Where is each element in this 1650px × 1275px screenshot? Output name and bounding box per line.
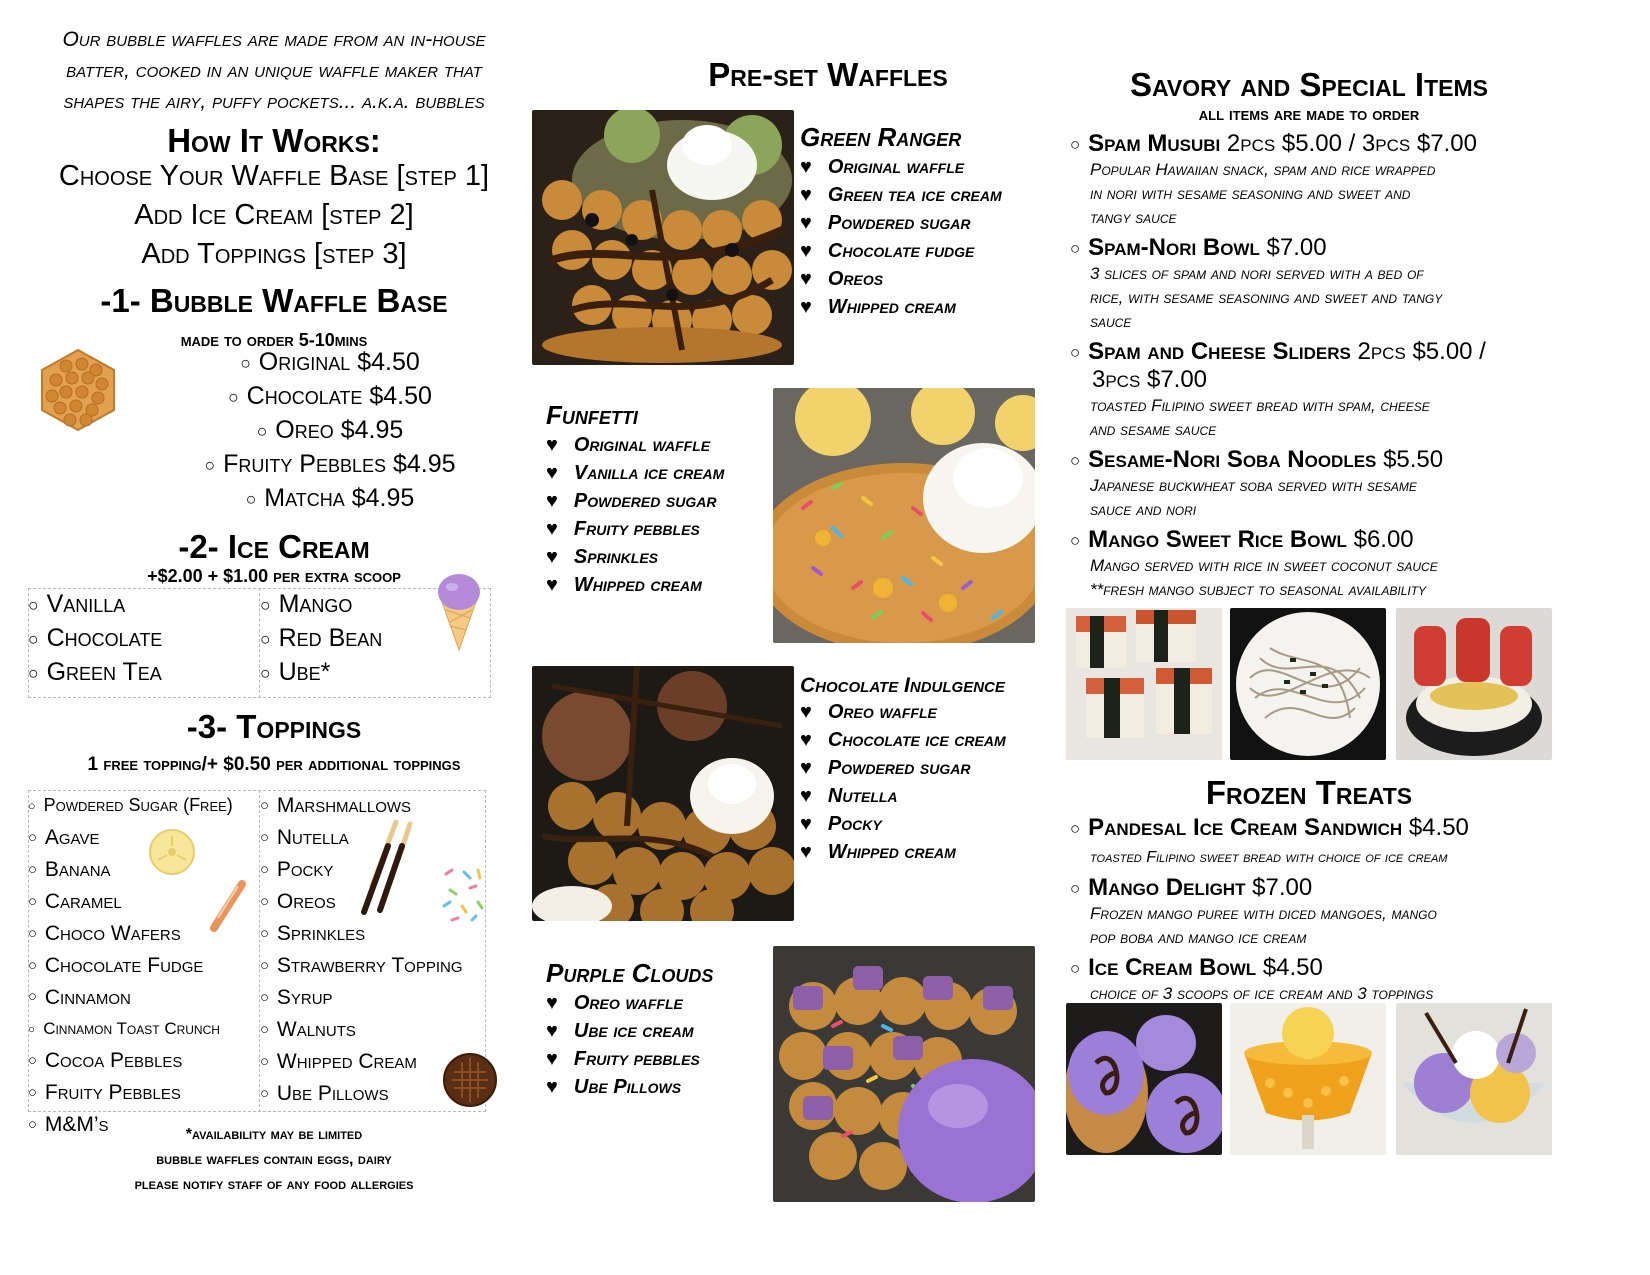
intro-line: Our bubble waffles are made from an in-house bbox=[62, 28, 486, 51]
savory-item bbox=[1070, 526, 1550, 554]
topping-item: ○ Sprinkles bbox=[260, 918, 463, 950]
ingredient: Original waffle bbox=[827, 156, 965, 178]
intro-line: batter, cooked in an unique waffle maker that bbox=[66, 59, 482, 82]
item-desc bbox=[1070, 554, 1550, 602]
waffle-card-chocolate-indulgence: Chocolate Indulgence ♥ Oreo waffle ♥ Chocolate ice cream ♥ Powdered sugar ♥ Nutella ♥ Pocky ♥ Whipped cream bbox=[800, 674, 1006, 863]
topping-item: ○ Choco Wafers bbox=[28, 918, 233, 950]
item-price: 2pcs $5.00 / bbox=[1357, 338, 1486, 365]
desc-line: toasted Filipino sweet bread with spam, cheese bbox=[1090, 396, 1430, 415]
ingredient: Original waffle bbox=[573, 434, 711, 456]
waffle-card-green-ranger: Green Ranger ♥ Original waffle ♥ Green tea ice cream ♥ Powdered sugar ♥ Chocolate fudge ♥ Oreos ♥ Whipped cream bbox=[800, 122, 1002, 318]
item-price: $7.00 bbox=[1252, 874, 1313, 901]
topping-item: ○ Chocolate Fudge bbox=[28, 950, 233, 982]
note-line: please notify staff of any food allergies bbox=[134, 1176, 414, 1193]
funfetti-photo bbox=[773, 388, 1035, 643]
desc-line: Mango served with rice in sweet coconut sauce bbox=[1090, 556, 1438, 575]
ingredient: Oreo waffle bbox=[573, 992, 683, 1014]
ingredient: Fruity pebbles bbox=[573, 518, 700, 540]
desc-line: choice of 3 scoops of ice cream and 3 toppings bbox=[1090, 984, 1434, 1003]
green-ranger-photo bbox=[532, 110, 794, 365]
icecream-flavor: ○ Chocolate bbox=[28, 624, 162, 653]
chocolate-indulgence-photo bbox=[532, 666, 794, 921]
step-2: Add Ice Cream [step 2] bbox=[134, 199, 414, 231]
topping-item: ○ Whipped Cream bbox=[260, 1046, 463, 1078]
icecream-title: -2- Ice Cream bbox=[178, 528, 370, 565]
item-price: $7.00 bbox=[1266, 234, 1327, 261]
topping-item: ○ Powdered Sugar (Free) bbox=[28, 790, 233, 822]
preset-waffles-title: Pre-set Waffles bbox=[708, 56, 948, 93]
item-name: Ice Cream Bowl bbox=[1088, 954, 1257, 981]
topping-item: ○ Oreos bbox=[260, 886, 463, 918]
mango-delight-photo bbox=[1230, 1003, 1386, 1155]
topping-item: ○ Strawberry Topping bbox=[260, 950, 463, 982]
topping-item: ○ Cocoa Pebbles bbox=[28, 1045, 233, 1077]
waffle-card-funfetti: Funfetti ♥ Original waffle ♥ Vanilla ice cream ♥ Powdered sugar ♥ Fruity pebbles ♥ Sprinkles ♥ Whipped cream bbox=[546, 400, 725, 596]
step-1: Choose Your Waffle Base [step 1] bbox=[58, 160, 490, 192]
item-name: Mango Delight bbox=[1088, 874, 1246, 901]
item-name: Spam and Cheese Sliders bbox=[1088, 338, 1351, 365]
item-desc bbox=[1070, 474, 1550, 522]
item-desc bbox=[1070, 902, 1550, 950]
frozen-list bbox=[1070, 814, 1550, 1006]
item-name: Pandesal Ice Cream Sandwich bbox=[1088, 814, 1403, 841]
frozen-title: Frozen Treats bbox=[1205, 774, 1413, 811]
ingredient: Oreos bbox=[827, 268, 884, 290]
topping-item: ○ Cinnamon bbox=[28, 982, 233, 1014]
icecream-flavor: ○ Ube* bbox=[260, 658, 330, 687]
toppings-subtitle: 1 free topping/+ $0.50 per additional toppings bbox=[87, 754, 461, 775]
intro-text bbox=[18, 24, 530, 117]
waffle-name: Green Ranger bbox=[800, 122, 962, 152]
topping-item: ○ Ube Pillows bbox=[260, 1078, 463, 1110]
base-item: ○ Matcha $4.95 bbox=[120, 484, 540, 513]
savory-item bbox=[1070, 234, 1550, 262]
topping-item: ○ Pocky bbox=[260, 854, 463, 886]
item-price: $4.50 bbox=[1262, 954, 1323, 981]
banana-illustration bbox=[148, 828, 196, 876]
sprinkles-illustration bbox=[440, 866, 486, 926]
item-name: Mango Sweet Rice Bowl bbox=[1088, 526, 1347, 553]
icecream-flavor: ○ Vanilla bbox=[28, 590, 125, 619]
desc-line: sauce and nori bbox=[1090, 500, 1197, 519]
ingredient: Ube Pillows bbox=[573, 1076, 682, 1098]
waffle-name: Funfetti bbox=[546, 400, 638, 430]
desc-line: 3 slices of spam and nori served with a bed of bbox=[1090, 264, 1424, 283]
desc-line: rice, with sesame seasoning and sweet and tangy bbox=[1090, 288, 1443, 307]
frozen-item bbox=[1070, 954, 1550, 982]
topping-item: ○ Walnuts bbox=[260, 1014, 463, 1046]
waffle-illustration bbox=[38, 348, 118, 432]
desc-line: **fresh mango subject to seasonal availability bbox=[1090, 580, 1427, 599]
icecream-flavor: ○ Mango bbox=[260, 590, 352, 619]
icecream-subtitle: +$2.00 + $1.00 per extra scoop bbox=[147, 566, 401, 586]
desc-line: in nori with sesame seasoning and sweet and bbox=[1090, 184, 1411, 203]
desc-line: Frozen mango puree with diced mangoes, mango bbox=[1090, 904, 1437, 923]
savory-subtitle: all items are made to order bbox=[1198, 104, 1420, 124]
frozen-item bbox=[1070, 874, 1550, 902]
savory-list bbox=[1070, 130, 1550, 602]
topping-item: ○ Caramel bbox=[28, 886, 233, 918]
note-line: *availability may be limited bbox=[185, 1126, 363, 1143]
toppings-title: -3- Toppings bbox=[186, 708, 362, 745]
ingredient: Ube ice cream bbox=[573, 1020, 694, 1042]
cookie-illustration bbox=[442, 1052, 498, 1108]
desc-line: Popular Hawaiian snack, spam and rice wrapped bbox=[1090, 160, 1436, 179]
item-price-cont: 3pcs $7.00 bbox=[1092, 366, 1208, 393]
ingredient: Whipped cream bbox=[827, 841, 956, 863]
desc-line: toasted Filipino sweet bread with choice of ice cream bbox=[1090, 849, 1448, 866]
item-name: Sesame-Nori Soba Noodles bbox=[1088, 446, 1377, 473]
ingredient: Fruity pebbles bbox=[573, 1048, 700, 1070]
base-title: -1- Bubble Waffle Base bbox=[100, 282, 448, 319]
icecream-flavor: ○ Green Tea bbox=[28, 658, 162, 687]
ingredient: Powdered sugar bbox=[573, 490, 717, 512]
base-item: ○ Fruity Pebbles $4.95 bbox=[120, 450, 540, 479]
savory-item bbox=[1070, 338, 1550, 366]
ingredient: Oreo waffle bbox=[827, 701, 937, 723]
item-desc bbox=[1070, 158, 1550, 230]
desc-line: sauce bbox=[1090, 312, 1132, 331]
ice-cream-cone-illustration bbox=[436, 570, 482, 652]
waffle-card-purple-clouds: Purple Clouds ♥ Oreo waffle ♥ Ube ice cream ♥ Fruity pebbles ♥ Ube Pillows bbox=[546, 958, 714, 1098]
desc-line: tangy sauce bbox=[1090, 208, 1177, 227]
item-price: $6.00 bbox=[1353, 526, 1414, 553]
item-price: $4.50 bbox=[1408, 814, 1469, 841]
topping-item: ○ Banana bbox=[28, 854, 233, 886]
item-price: 2pcs $5.00 / 3pcs $7.00 bbox=[1226, 130, 1477, 157]
how-it-works-title: How It Works: bbox=[167, 122, 381, 159]
icecream-flavor: ○ Red Bean bbox=[260, 624, 382, 653]
savory-item bbox=[1070, 446, 1550, 474]
base-item: ○ Original $4.50 bbox=[120, 348, 540, 377]
topping-item: ○ Marshmallows bbox=[260, 790, 463, 822]
ingredient: Sprinkles bbox=[573, 546, 659, 568]
ingredient: Powdered sugar bbox=[827, 757, 971, 779]
topping-item: ○ Fruity Pebbles bbox=[28, 1077, 233, 1109]
topping-item: ○ Nutella bbox=[260, 822, 463, 854]
ice-cream-sandwich-photo bbox=[1066, 1003, 1222, 1155]
savory-title: Savory and Special Items bbox=[1130, 66, 1488, 103]
item-name: Spam-Nori Bowl bbox=[1088, 234, 1260, 261]
ingredient: Nutella bbox=[827, 785, 898, 807]
topping-item: ○ Syrup bbox=[260, 982, 463, 1014]
desc-line: and sesame sauce bbox=[1090, 420, 1217, 439]
intro-line: shapes the airy, puffy pockets... a.k.a. bubbles bbox=[63, 90, 485, 113]
spam-musubi-photo bbox=[1066, 608, 1222, 760]
note-line: bubble waffles contain eggs, dairy bbox=[156, 1151, 392, 1168]
item-desc bbox=[1070, 394, 1550, 442]
ice-cream-bowl-photo bbox=[1396, 1003, 1552, 1155]
topping-item: ○ M&M’s bbox=[28, 1109, 233, 1141]
waffle-name: Chocolate Indulgence bbox=[800, 674, 1005, 697]
ingredient: Green tea ice cream bbox=[827, 184, 1002, 206]
base-item: ○ Oreo $4.95 bbox=[120, 416, 540, 445]
ingredient: Whipped cream bbox=[827, 296, 956, 318]
soba-noodles-photo bbox=[1230, 608, 1386, 760]
waffle-name: Purple Clouds bbox=[546, 958, 714, 988]
step-3: Add Toppings [step 3] bbox=[141, 238, 407, 270]
topping-item: ○ Agave bbox=[28, 822, 233, 854]
item-price: $5.50 bbox=[1383, 446, 1444, 473]
item-desc bbox=[1070, 262, 1550, 334]
ingredient: Pocky bbox=[827, 813, 882, 835]
item-desc bbox=[1070, 846, 1550, 870]
ingredient: Chocolate fudge bbox=[827, 240, 975, 262]
wafer-stick-illustration bbox=[208, 880, 248, 932]
purple-clouds-photo bbox=[773, 946, 1035, 1202]
frozen-item bbox=[1070, 814, 1550, 842]
toppings-left-list bbox=[28, 790, 233, 1141]
ingredient: Powdered sugar bbox=[827, 212, 971, 234]
mango-rice-bowl-photo bbox=[1396, 608, 1552, 760]
ingredient: Vanilla ice cream bbox=[573, 462, 725, 484]
ingredient: Chocolate ice cream bbox=[827, 729, 1006, 751]
base-item: ○ Chocolate $4.50 bbox=[120, 382, 540, 411]
allergy-notes bbox=[18, 1122, 530, 1197]
desc-line: pop boba and mango ice cream bbox=[1090, 928, 1307, 947]
pocky-illustration bbox=[358, 820, 418, 916]
ingredient: Whipped cream bbox=[573, 574, 702, 596]
topping-item: ○ Cinnamon Toast Crunch bbox=[28, 1013, 233, 1045]
savory-item bbox=[1070, 130, 1550, 158]
item-name: Spam Musubi bbox=[1088, 130, 1221, 157]
base-subtitle: made to order 5-10mins bbox=[180, 330, 368, 350]
desc-line: Japanese buckwheat soba served with sesame bbox=[1090, 476, 1417, 495]
